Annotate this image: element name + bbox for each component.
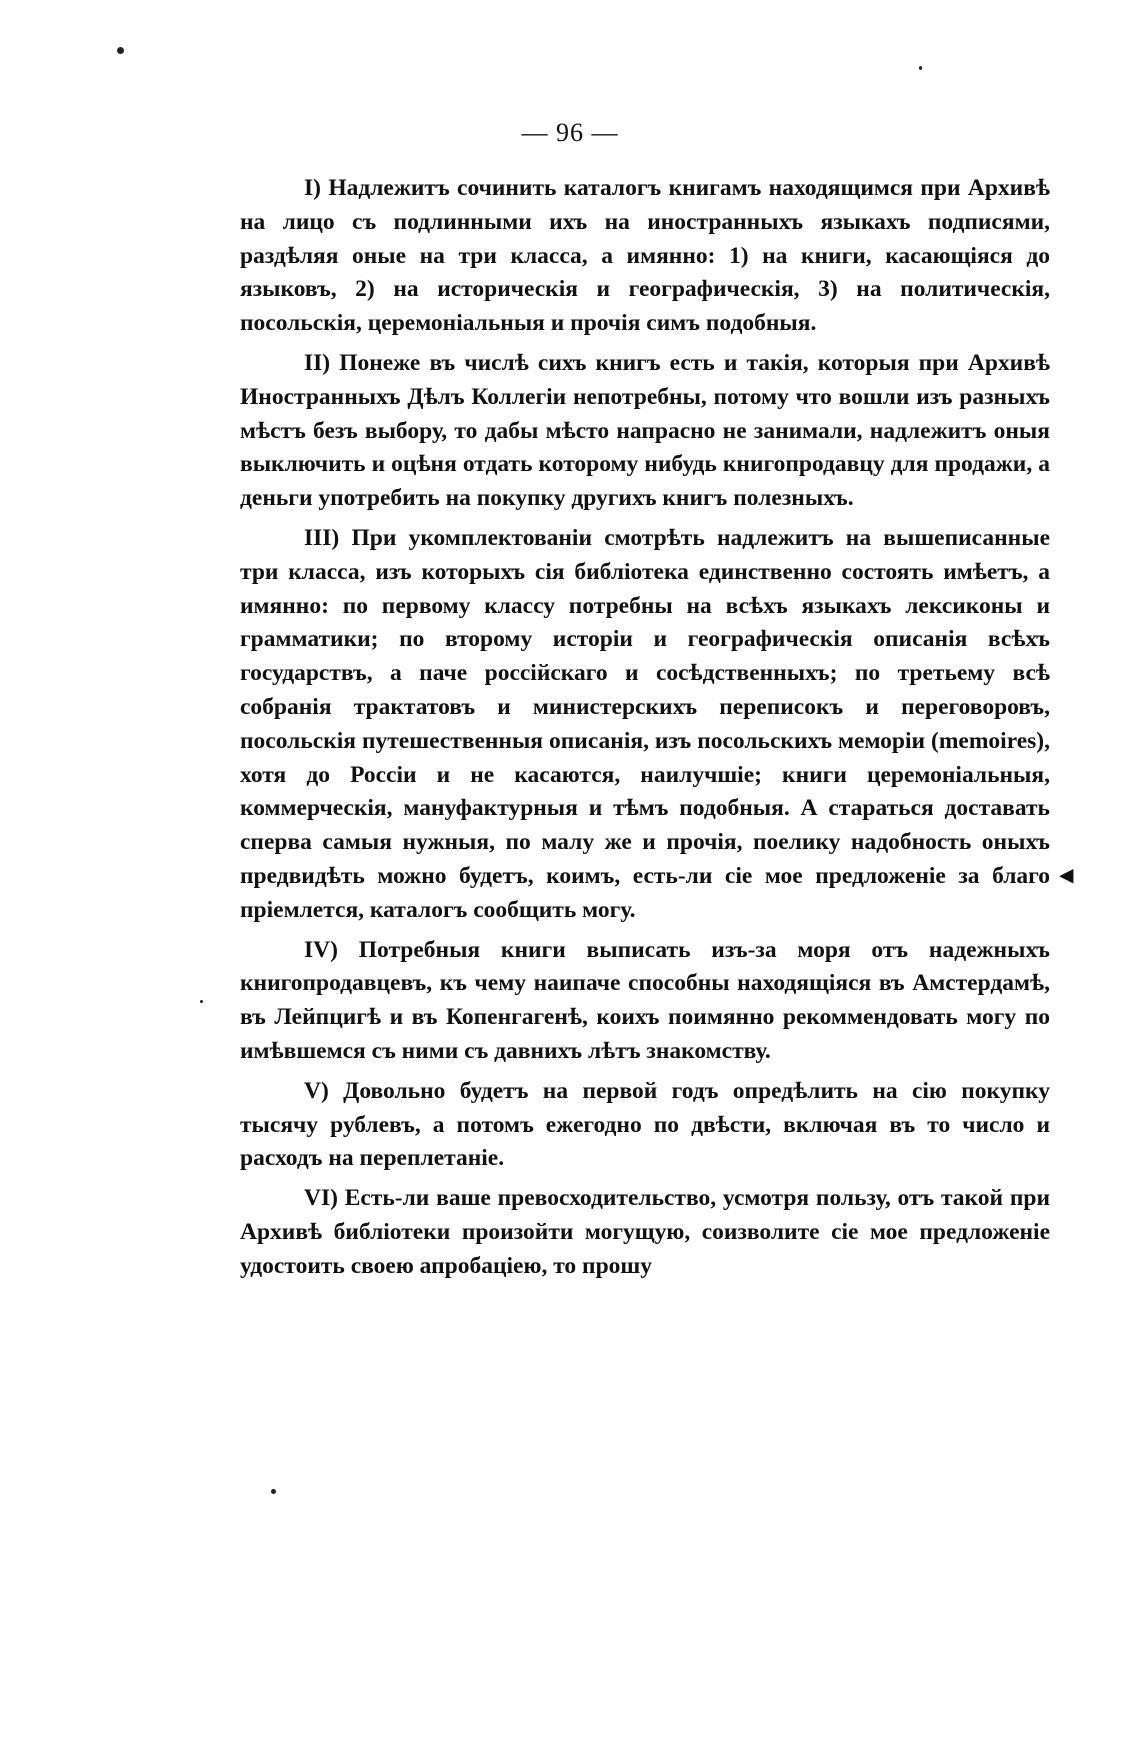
paragraph-4: IV) Потребныя книги выписать изъ-за моря отъ надежныхъ книгопродавцевъ, къ чему наипаче способны находящіяся въ Амстердамѣ, въ Лейпцигѣ и въ Копенгагенѣ, коихъ поимянно рекоммендовать могу по имѣвшемся съ ними съ давнихъ лѣтъ знакомству. xyxy=(240,936,1050,1064)
scan-speck xyxy=(117,47,124,54)
paragraph-2: II) Понеже въ числѣ сихъ книгъ есть и такія, которыя при Архивѣ Иностранныхъ Дѣлъ Коллегіи непотребны, потому что вошли изъ разныхъ мѣстъ безъ выбору, то дабы мѣсто напрасно не занимали, надлежитъ оныя выключить и оцѣня отдать которому нибудь книгопродавцу для продажи, а деньги употребить на покупку другихъ книгъ полезныхъ. xyxy=(240,349,1050,512)
paragraph-3: III) При укомплектованіи смотрѣть надлежитъ на вышеписанные три класса, изъ которыхъ сія библіотека единственно состоять имѣетъ, а имянно: по первому классу потребны на всѣхъ языкахъ лексиконы и грамматики; по второму исторіи и географическія описанія всѣхъ государствъ, а паче россійскаго и сосѣдственныхъ; по третьему всѣ собранія трактатовъ и министерскихъ переписокъ и переговоровъ, посольскія путешественныя описанія, изъ посольскихъ меморіи (memoires), хотя до Россіи и не касаются, наилучшіе; книги церемоніальныя, коммерческія, мануфактурныя и тѣмъ подобныя. А стараться доставать сперва самыя нужныя, по малу же и прочія, поелику надобность оныхъ предвидѣть можно будетъ, коимъ, есть-ли сіе мое предложеніе за благо пріемлется, каталогъ сообщить могу. xyxy=(240,524,1050,923)
paragraph-1: I) Надлежитъ сочинить каталогъ книгамъ находящимся при Архивѣ на лицо съ подлинными ихъ на иностранныхъ языкахъ подписями, раздѣляя оные на три класса, а имянно: 1) на книги, касающіяся до языковъ, 2) на историческія и географическія, 3) на политическія, посольскія, церемоніальныя и прочія симъ подобныя. xyxy=(240,175,1050,337)
paragraph-6: VI) Есть-ли ваше превосходительство, усмотря пользу, отъ такой при Архивѣ библіотеки произойти могущую, соизволите сіе мое предложеніе удостоить своею апробаціею, то прошу xyxy=(240,1185,1050,1279)
main-text xyxy=(240,172,1050,1290)
page-number: — 96 — xyxy=(521,118,619,147)
paragraph-5: V) Довольно будетъ на первой годъ опредѣлить на сію покупку тысячу рублевъ, а потомъ ежегодно по двѣсти, включая въ то число и расходъ на переплетаніе. xyxy=(240,1077,1050,1172)
scan-speck xyxy=(200,1000,203,1003)
margin-mark: ◂ xyxy=(1060,860,1074,889)
scan-speck xyxy=(919,66,922,70)
scan-speck xyxy=(271,1489,276,1494)
